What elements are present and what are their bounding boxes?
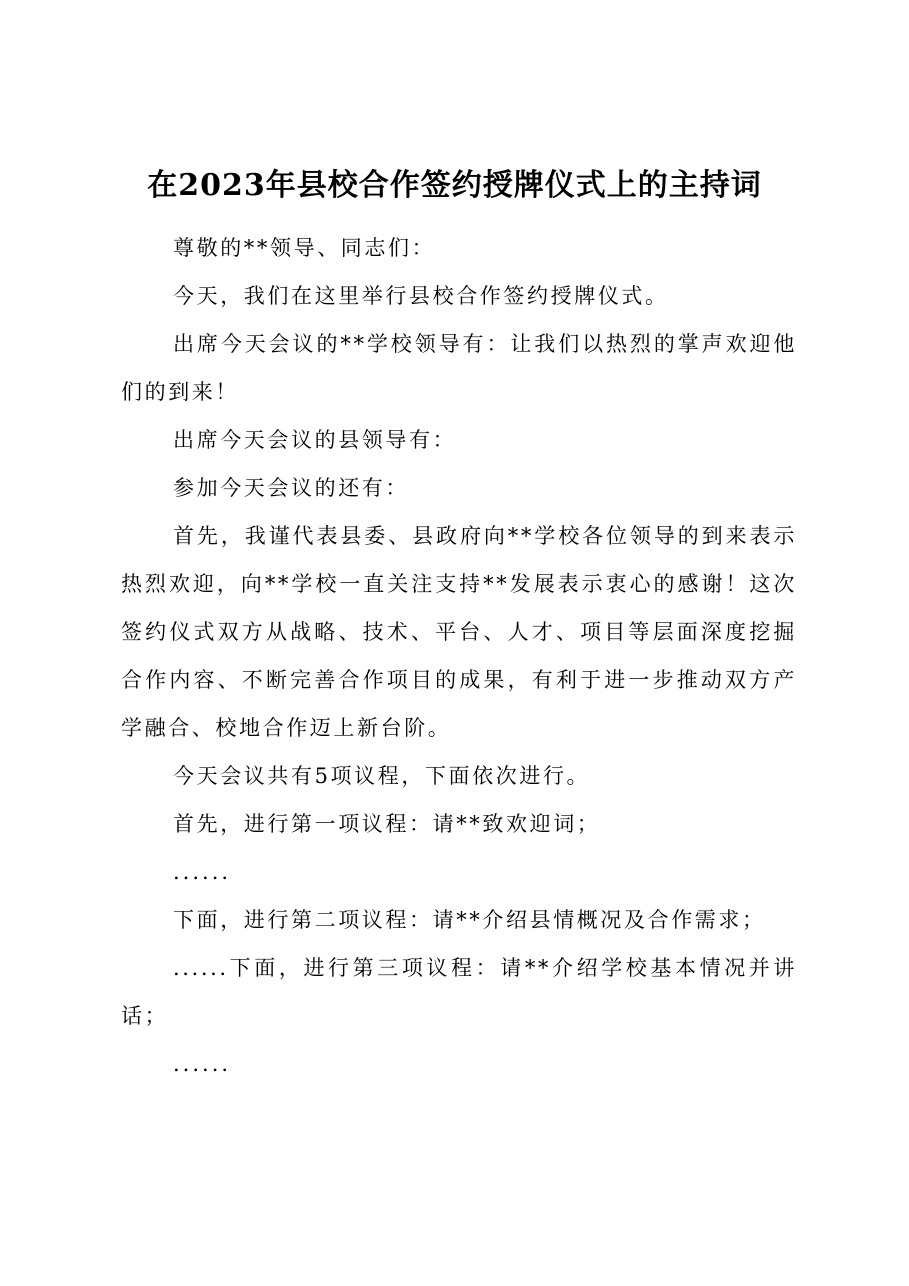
paragraph-agenda-item-1: 首先，进行第一项议程：请**致欢迎词； — [173, 812, 601, 836]
document-body — [121, 224, 797, 1088]
paragraph-school-leaders: 出席今天会议的**学校领导有：让我们以热烈的掌声欢迎他们的到来！ — [121, 332, 797, 404]
paragraph-attendees: 参加今天会议的还有： — [173, 476, 409, 500]
paragraph-agenda-intro: 今天会议共有5项议程，下面依次进行。 — [173, 764, 591, 788]
paragraph-welcome: 首先，我谨代表县委、县政府向**学校各位领导的到来表示热烈欢迎，向**学校一直关注支持**发展表示衷心的感谢！这次签约仪式双方从战略、技术、平台、人才、项目等层面深度挖掘合作内容、不断完善合作项目的成果，有利于进一步推动双方产学融合、校地合作迈上新台阶。 — [121, 524, 797, 740]
paragraph-county-leaders: 出席今天会议的县领导有： — [173, 428, 457, 452]
paragraph-agenda-item-3: ......下面，进行第三项议程：请**介绍学校基本情况并讲话； — [121, 956, 797, 1028]
paragraph-agenda-item-2: 下面，进行第二项议程：请**介绍县情概况及合作需求； — [173, 908, 766, 932]
paragraph-greeting: 尊敬的**领导、同志们： — [173, 236, 436, 260]
paragraph-ellipsis-1: ...... — [173, 860, 232, 884]
document-title: 在2023年县校合作签约授牌仪式上的主持词 — [147, 168, 762, 203]
paragraph-opening: 今天，我们在这里举行县校合作签约授牌仪式。 — [173, 284, 669, 308]
paragraph-ellipsis-2: ...... — [173, 1052, 232, 1076]
